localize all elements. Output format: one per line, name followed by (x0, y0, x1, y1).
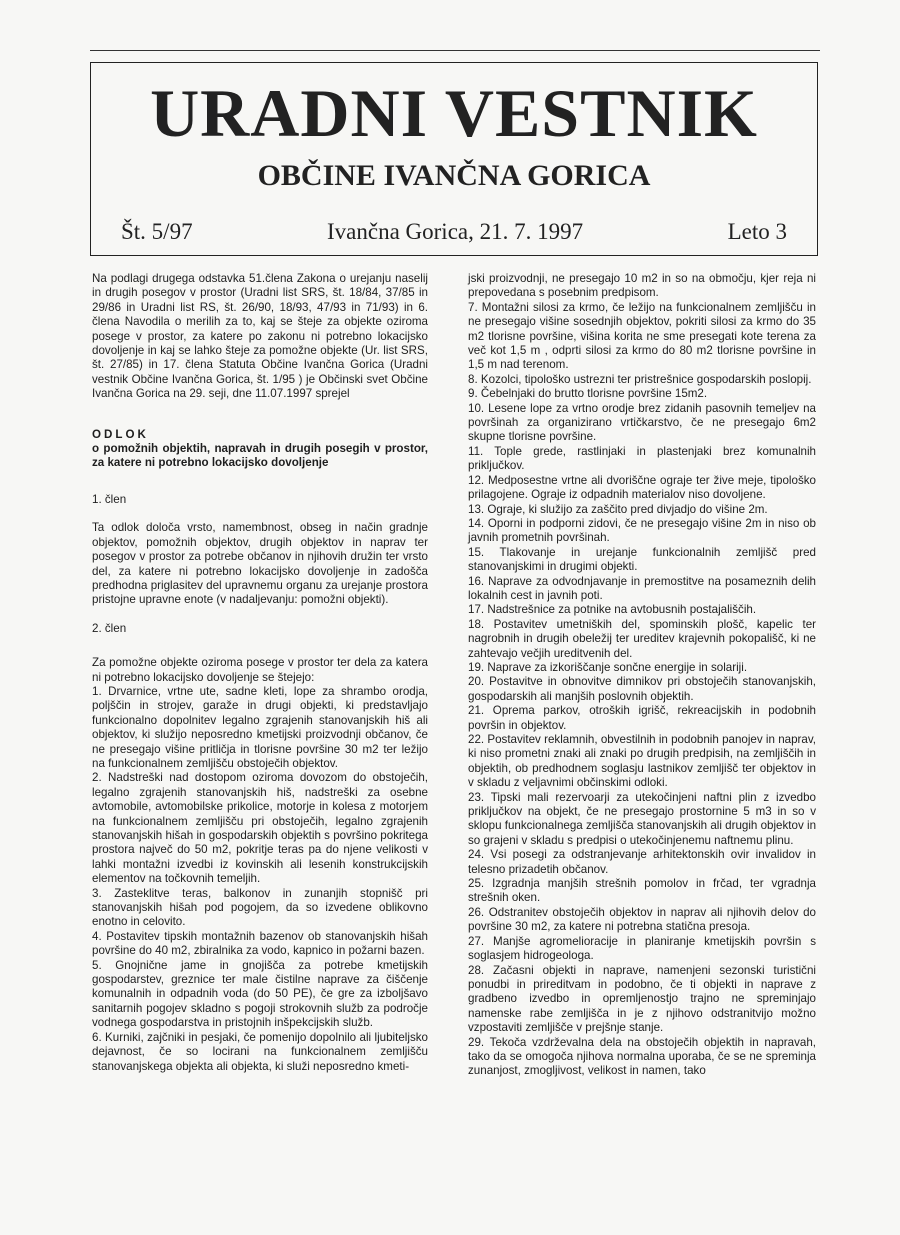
list-item: 5. Gnojnične jame in gnojišča za potrebe kmetijskih gospodarstev, greznice ter male čistilne naprave za čiščenje komunalnih in odpadnih voda (do 50 PE), če gre za izboljšavo sanitarnih pogojev skladno s pogoji strokovnih služb za področje vodnega gospodarstva in pristojnih inšpekcijskih služb. (92, 958, 428, 1030)
list-item: 11. Tople grede, rastlinjaki in plastenjaki brez komunalnih priključkov. (468, 444, 816, 473)
left-column (92, 272, 428, 1074)
place-date: Ivančna Gorica, 21. 7. 1997 (327, 219, 584, 244)
odlok-subtitle: o pomožnih objektih, napravah in drugih posegih v prostor, za katere ni potrebno lokacijsko dovoljenje (92, 442, 428, 470)
list-item: 9. Čebelnjaki do brutto tlorisne površine 15m2. (468, 387, 708, 401)
list-item: 12. Medposestne vrtne ali dvoriščne ograje ter žive meje, tipološko prilagojene. Ograje iz odpadnih materialov niso dovoljene. (468, 473, 816, 502)
intro-paragraph: Na podlagi drugega odstavka 51.člena Zakona o urejanju naselij in drugih posegov v prostor (Uradni list SRS, št. 18/84, 37/85 in 29/86 in Uradni list RS, št. 26/90, 18/93, 47/93 in 71/93) in 6. člena Navodila o merilih za to, kaj se šteje za objekte oziroma posege v prostor, za katere po zakonu ni potrebno lokacijsko dovoljenje in kaj se lahko šteje za pomožne objekte (Ur. list SRS, št. 27/85) in 17. člena Statuta Občine Ivančna Gorica (Uradni vestnik Občine Ivančna Gorica, št. 1/95 ) je Občinski svet Občine Ivančna Gorica na 29. seji, dne 11.07.1997 sprejel (92, 272, 428, 401)
list-item: 18. Postavitev umetniških del, spominskih plošč, kapelic ter nagrobnih in drugih obeležij ter ureditev krajevnih pokopališč, ki ne zahtevajo večjih ureditvenih del. (468, 617, 816, 660)
list-item: 20. Postavitve in obnovitve dimnikov pri obstoječih stanovanjskih, gospodarskih ali manjših poslovnih objektih. (468, 675, 816, 703)
list-item: 22. Postavitev reklamnih, obvestilnih in podobnih panojev in naprav, ki niso prometni znaki ali znaki po drugih predpisih, na zemljiščih in objektih, ob predhodnem soglasju lastnikov zemljišč ter objektov in v skladu z veljavnimi občinskimi odloki. (468, 733, 816, 790)
article-2-intro: Za pomožne objekte oziroma posege v prostor ter dela za katera ni potrebno lokacijsko dovoljenje se štejejo: (92, 656, 428, 684)
masthead-title: URADNI VESTNIK (150, 75, 758, 151)
list-item: 1. Drvarnice, vrtne ute, sadne kleti, lope za shrambo orodja, poljščin in strojev, garaže in drugi objekti, ki predstavljajo funkcionalno dopolnitev legalno zgrajenih stanovanjskih hiš ali objektov, ki služijo neposredno kmetijski proizvodnji občanov, če ne presegajo višine pritličja in tlorisne površine 30 m2 ter ležijo na funkcionalnem zemljišču obstoječih objektov. (92, 684, 428, 770)
article-1-text: Ta odlok določa vrsto, namembnost, obseg in način gradnje objektov, pomožnih objektov, drugih objektov in naprav ter posegov v prostor za potrebe občanov in njihovih družin ter vrsto del, za katere ni potrebno lokacijsko dovoljenje in zadošča predhodna priglasitev del upravnemu organu za urejanje prostora pristojne upravne enote (v nadaljevanju: pomožni objekti). (92, 521, 428, 607)
masthead-subtitle: OBČINE IVANČNA GORICA (257, 159, 651, 192)
list-item: 8. Kozolci, tipološko ustrezni ter pristrešnice gospodarskih poslopij. (468, 372, 812, 386)
list-item: 6. Kurniki, zajčniki in pesjaki, če pomenijo dopolnilo ali ljubiteljsko dejavnost, če so locirani na funkcionalnem zemljišču stanovanjskega objekta ali objekta, ki služi neposredno kmeti- (92, 1030, 428, 1073)
right-column (468, 272, 816, 1079)
list-item: 2. Nadstreški nad dostopom oziroma dovozom do obstoječih, legalno zgrajenih stanovanjskih hiš, nadstreški za osebne avtomobile, avtomobilske prikolice, motorje in kolesa z motorjem na funkcionalnem zemljišču pri obstoječih, legalno zgrajenih stanovanjskih hišah in gospodarskih objektih s površino pokritega prostora največ do 50 m2, pokritje teras pa do njene velikosti v lahki montažni izvedbi iz kovinskih ali lesenih konstrukcijskih elementov na točkovnih temeljih. (92, 771, 428, 886)
issue-number: Št. 5/97 (121, 219, 193, 244)
list-item: 29. Tekoča vzdrževalna dela na obstoječih objektih in napravah, tako da se omogoča njihova normalna uporaba, če se ne spreminja zunanjost, zmogljivost, velikost in namen, tako (468, 1035, 816, 1078)
list-item: 10. Lesene lope za vrtno orodje brez zidanih pasovnih temeljev na površinah za organizirano vrtičkarstvo, če ne presegajo 6m2 skupne tlorisne površine. (468, 401, 816, 444)
volume-year: Leto 3 (727, 219, 787, 244)
odlok-title: ODLOK (92, 427, 149, 441)
list-item: 26. Odstranitev obstoječih objektov in naprav ali njihovih delov do površine 30 m2, za katere ni potrebna statična presoja. (468, 905, 816, 934)
article-1-heading: 1. člen (92, 492, 127, 506)
list-item: 24. Vsi posegi za odstranjevanje arhitektonskih ovir invalidov in telesno prizadetih občanov. (468, 848, 816, 876)
list-item: 19. Naprave za izkoriščanje sončne energije in solariji. (468, 660, 748, 674)
list-item: 15. Tlakovanje in urejanje funkcionalnih zemljišč pred stanovanjskimi in drugimi objekti. (468, 545, 816, 574)
list-item: 21. Oprema parkov, otroških igrišč, rekreacijskih in podobnih površin in objektov. (468, 704, 816, 732)
list-item: 13. Ograje, ki služijo za zaščito pred divjadjo do višine 2m. (468, 502, 768, 516)
masthead (90, 62, 818, 256)
list-item: 3. Zasteklitve teras, balkonov in zunanjih stopnišč pri stanovanjskih hišah pod pogojem, da so izvedene oblikovno enotno in celovito. (92, 886, 428, 929)
list-item: 16. Naprave za odvodnjavanje in premostitve na posameznih delih lokalnih cest in javnih poti. (468, 574, 816, 602)
list-item: 25. Izgradnja manjših strešnih pomolov in frčad, ter vgradnja strešnih oken. (468, 877, 816, 905)
list-item: 28. Začasni objekti in naprave, namenjeni sezonski turistični ponudbi in prireditvam in podobno, če ti objekti in naprave z gradbeno izvedbo in opremljenostjo trajno ne spreminjajo namenske rabe zemljišča in je z njihovo odstranitvijo možno vzpostaviti zemljišče v prejšnje stanje. (468, 963, 816, 1035)
list-item: 14. Oporni in podporni zidovi, če ne presegajo višine 2m in niso ob javnih prometnih površinah. (468, 516, 816, 545)
list-item: 17. Nadstrešnice za potnike na avtobusnih postajališčih. (468, 603, 757, 617)
list-item: 7. Montažni silosi za krmo, če ležijo na funkcionalnem zemljišču in ne presegajo višine sosednjih objektov, pokriti silosi za krmo do 35 m2 tlorisne površine, višina korita ne sme presegati kote terena za več kot 1,5 m , odprti silosi za krmo do 80 m2 tlorisne površine in 1,5 m nad terenom. (468, 300, 816, 372)
list-item: 4. Postavitev tipskih montažnih bazenov ob stanovanjskih hišah površine do 40 m2, zbiralnika za vodo, kapnico in požarni bazen. (92, 929, 428, 958)
top-rule (90, 50, 820, 51)
list-item: 23. Tipski mali rezervoarji za utekočinjeni naftni plin z izvedbo priključkov na objekt, če ne presegajo prostornine 5 m3 in so v sklopu funkcionalnega zemljišča stanovanjskih ali drugih objektov in so grajeni v skladu s predpisi o utekočinjenemu naftnemu plinu. (468, 790, 817, 847)
list-item: jski proizvodnji, ne presegajo 10 m2 in so na območju, kjer reja ni prepovedana s posebnim predpisom. (468, 272, 816, 300)
article-2-heading: 2. člen (92, 621, 127, 635)
list-item: 27. Manjše agromelioracije in planiranje kmetijskih površin s soglasjem hidrogeologa. (468, 934, 816, 963)
